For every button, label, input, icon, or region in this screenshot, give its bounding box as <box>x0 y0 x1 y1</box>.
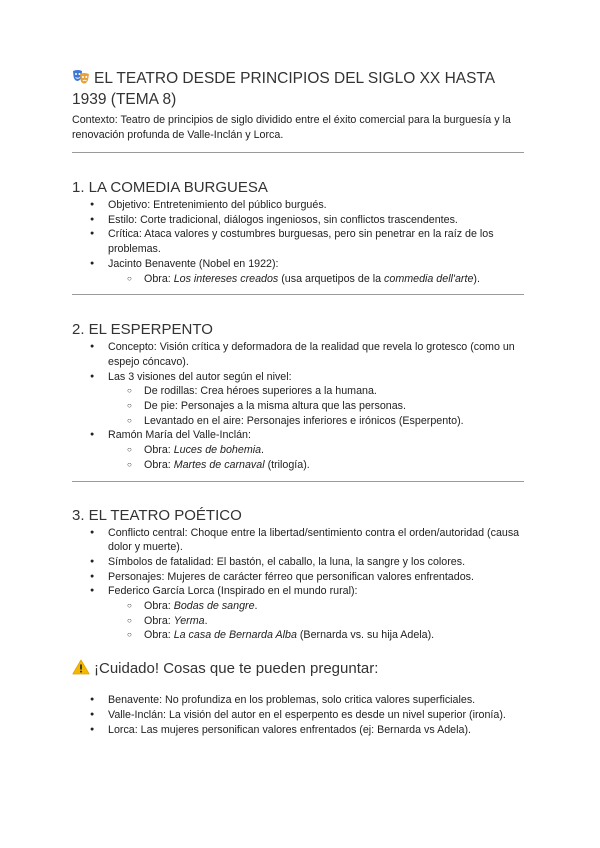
list-item <box>72 584 528 643</box>
work-label: Obra: <box>144 614 174 627</box>
list-item-text: Las 3 visiones del autor según el nivel: <box>108 370 292 383</box>
warning-title <box>72 659 528 679</box>
author-name: Jacinto Benavente (Nobel en 1922): <box>108 257 279 270</box>
document-page <box>72 68 528 737</box>
section-title-esperpento: 2. EL ESPERPENTO <box>72 321 213 339</box>
context-text: Teatro de principios de siglo dividido entre el éxito comercial para la burguesía y la renovación profunda de Valle-Inclán y Lorca. <box>72 114 511 141</box>
work-label: Obra: <box>144 444 174 457</box>
section-list <box>72 198 528 286</box>
list-item: ● Símbolos de fatalidad: El bastón, el caballo, la luna, la sangre y los colores. <box>72 555 528 570</box>
list-item: ● Crítica: Ataca valores y costumbres burguesas, pero sin penetrar en la raíz de los problemas. <box>72 227 528 256</box>
sub-list <box>108 272 528 287</box>
work-note: (usa arquetipos de la <box>278 272 385 285</box>
work-label: Obra: <box>144 458 174 471</box>
work-title: Yerma <box>173 614 205 627</box>
warning-title-text: ¡Cuidado! Cosas que te pueden preguntar: <box>94 660 379 678</box>
work-label: Obra: <box>144 600 174 613</box>
work-note: . <box>254 600 258 613</box>
divider <box>72 294 524 295</box>
section-title-teatro-poetico: 3. EL TEATRO POÉTICO <box>72 506 242 524</box>
list-item: ● Personajes: Mujeres de carácter férreo que personifican valores enfrentados. <box>72 570 528 585</box>
section-title-comedia: 1. LA COMEDIA BURGUESA <box>72 179 268 196</box>
context-paragraph <box>72 113 528 143</box>
work-title: Los intereses creados <box>173 272 279 285</box>
list-item <box>72 428 528 472</box>
work-title: La casa de Bernarda Alba <box>173 629 297 642</box>
list-item: ● Benavente: No profundiza en los problemas, solo critica valores superficiales. <box>72 693 528 708</box>
vision-item: ○ De pie: Personajes a la misma altura que las personas. <box>108 399 528 414</box>
context-label: Contexto: <box>72 114 118 126</box>
page-title <box>72 68 528 110</box>
work-title: Luces de bohemia <box>173 444 262 457</box>
performing-arts-mask-icon <box>72 69 90 85</box>
work-note-end: ). <box>473 272 480 285</box>
vision-item: ○ Levantado en el aire: Personajes inferiores e irónicos (Esperpento). <box>108 414 528 429</box>
list-item: ● Objetivo: Entretenimiento del público burgués. <box>72 198 528 213</box>
work-note: . <box>261 444 265 457</box>
sub-list <box>108 384 528 428</box>
work-title: Bodas de sangre <box>173 600 255 613</box>
work-item <box>108 614 528 629</box>
section-list <box>72 526 528 644</box>
work-title: Martes de carnaval <box>173 458 265 471</box>
work-item <box>108 458 528 473</box>
list-item <box>72 257 528 286</box>
warning-icon <box>72 659 90 675</box>
work-note: . <box>204 614 208 627</box>
work-item <box>108 443 528 458</box>
author-name: Ramón María del Valle-Inclán: <box>108 429 251 442</box>
list-item: ● Estilo: Corte tradicional, diálogos ingeniosos, sin conflictos trascendentes. <box>72 213 528 228</box>
list-item: ● Lorca: Las mujeres personifican valores enfrentados (ej: Bernarda vs Adela). <box>72 723 528 738</box>
work-item <box>108 272 528 287</box>
warning-list <box>72 693 528 737</box>
list-item: ● Valle-Inclán: La visión del autor en el esperpento es desde un nivel superior (ironía). <box>72 708 528 723</box>
work-note: (Bernarda vs. su hija Adela). <box>296 629 435 642</box>
work-item <box>108 599 528 614</box>
work-item <box>108 628 528 643</box>
list-item <box>72 370 528 429</box>
work-label: Obra: <box>144 629 174 642</box>
sub-list <box>108 599 528 643</box>
work-label: Obra: <box>144 272 174 285</box>
work-note-emphasis: commedia dell'arte <box>384 272 474 285</box>
list-item: ● Conflicto central: Choque entre la libertad/sentimiento contra el orden/autoridad (causa dolor y muerte). <box>72 526 528 555</box>
vision-item: ○ De rodillas: Crea héroes superiores a la humana. <box>108 384 528 399</box>
work-note: (trilogía). <box>264 458 310 471</box>
sub-list <box>108 443 528 472</box>
author-name: Federico García Lorca (Inspirado en el mundo rural): <box>108 585 358 598</box>
title-line-2: 1939 (TEMA 8) <box>72 91 177 108</box>
title-line-1: EL TEATRO DESDE PRINCIPIOS DEL SIGLO XX HASTA <box>94 70 496 87</box>
list-item: ● Concepto: Visión crítica y deformadora de la realidad que revela lo grotesco (como un espejo cóncavo). <box>72 340 528 369</box>
divider <box>72 152 524 153</box>
section-list <box>72 340 528 472</box>
divider <box>72 481 524 482</box>
